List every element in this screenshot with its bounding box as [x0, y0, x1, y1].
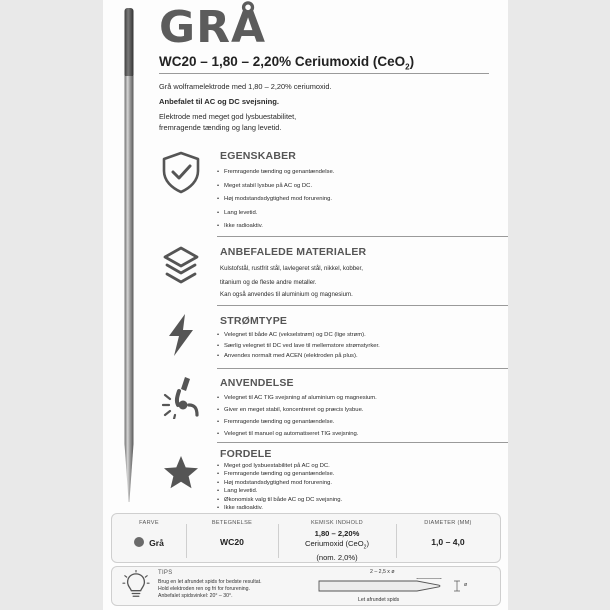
spec-diameter-cell — [396, 514, 500, 564]
list-item: • Lang levetid. — [217, 207, 334, 221]
spec-header: FARVE — [139, 520, 159, 526]
product-sheet — [103, 0, 508, 610]
list-item: • Lang levetid. — [217, 487, 342, 495]
materials-line: Kan også anvendes til aluminium og magnesium. — [220, 291, 353, 298]
spec-header: BETEGNELSE — [211, 520, 253, 526]
list-item: • Giver en meget stabil, koncentreret og præcis lysbue. — [217, 404, 377, 416]
list-item: • Høj modstandsdygtighed mod forurening. — [217, 193, 334, 207]
section-divider — [217, 368, 508, 369]
list-item: • Ikke radioaktiv. — [217, 220, 334, 234]
product-subtitle: WC20 – 1,80 – 2,20% Ceriumoxid (CeO$_2$) — [159, 54, 415, 72]
list-item: • Særlig velegnet til DC ved lave til mellemstore strømstyrker. — [217, 341, 380, 352]
properties-list — [217, 166, 334, 234]
list-item: • Velegnet til både AC (vekselstrøm) og DC (lige strøm). — [217, 330, 380, 341]
spec-color-cell — [112, 514, 186, 564]
tip-diameter-label: ø — [464, 582, 468, 588]
usage-list — [217, 392, 377, 440]
spec-chemistry-value: 1,80 – 2,20% Ceriumoxid (CeO$_2$) (nom. 2,0%) — [305, 529, 369, 562]
section-divider — [217, 305, 508, 306]
list-item: • Fremragende tænding og genantændelse. — [217, 416, 377, 428]
color-swatch — [134, 537, 144, 547]
title-divider — [159, 73, 489, 74]
materials-line: Kulstofstål, rustfrit stål, lavlegeret stål, nikkel, kobber, — [220, 265, 363, 272]
list-item: • Anvendes normalt med ACEN (elektroden på plus). — [217, 351, 380, 362]
list-item: • Økonomisk valg til både AC og DC svejsning. — [217, 496, 342, 504]
section-title-benefits: FORDELE — [220, 448, 272, 460]
list-item: • Fremragende tænding og genantændelse. — [217, 166, 334, 180]
tip-caption: Let afrundet spids — [358, 597, 400, 603]
list-item: • Meget god lysbuestabilitet på AC og DC. — [217, 462, 342, 470]
section-divider — [217, 236, 508, 237]
section-divider — [217, 442, 508, 443]
page-title: GRÅ — [159, 2, 267, 53]
section-title-current: STRØMTYPE — [220, 315, 288, 327]
list-item: • Velegnet til manuel og automatiseret TIG svejsning. — [217, 428, 377, 440]
list-item: • Meget stabil lysbue på AC og DC. — [217, 180, 334, 194]
tips-box — [111, 566, 501, 606]
current-list — [217, 330, 380, 362]
spec-designation-value: WC20 — [220, 537, 244, 547]
shield-check-icon — [159, 150, 203, 194]
tips-label: TIPS — [158, 570, 173, 576]
materials-line: titanium og de fleste andre metaller. — [220, 279, 317, 286]
spec-color-value: Grå — [112, 537, 186, 548]
intro-line: Grå wolframelektrode med 1,80 – 2,20% ceriumoxid. — [159, 82, 332, 91]
list-item: Anbefalet spidsvinkel: 20° – 30°. — [158, 593, 233, 599]
section-title-usage: ANVENDELSE — [220, 377, 294, 389]
lightning-icon — [159, 312, 203, 356]
list-item: • Ikke radioaktiv. — [217, 504, 342, 512]
welding-torch-icon — [159, 375, 203, 419]
list-item: • Velegnet til AC TIG svejsning af aluminium og magnesium. — [217, 392, 377, 404]
layers-icon — [159, 244, 203, 288]
electrode-tip-diagram — [317, 577, 467, 595]
spec-chemistry-cell — [278, 514, 396, 564]
lightbulb-icon — [122, 570, 150, 602]
spec-diameter-value: 1,0 – 4,0 — [431, 537, 465, 547]
spec-table — [111, 513, 501, 563]
spec-header: DIAMETER (MM) — [424, 520, 472, 526]
list-item: • Fremragende tænding og genantændelse. — [217, 470, 342, 478]
section-title-properties: EGENSKABER — [220, 150, 297, 162]
tip-length-dimension: 2 – 2,5 x ø — [370, 569, 395, 575]
section-title-materials: ANBEFALEDE MATERIALER — [220, 246, 367, 258]
spec-header: KEMISK INDHOLD — [310, 520, 364, 526]
list-item: • Høj modstandsdygtighed mod forurening. — [217, 479, 342, 487]
intro-recommendation: Anbefalet til AC og DC svejsning. — [159, 97, 279, 106]
benefits-list — [217, 462, 342, 512]
electrode-rod-illustration — [123, 8, 135, 504]
intro-line: Elektrode med meget god lysbuestabilitet, — [159, 112, 297, 121]
star-icon — [159, 450, 203, 494]
tips-list — [158, 579, 262, 600]
intro-line: fremragende tænding og lang levetid. — [159, 123, 282, 132]
spec-designation-cell — [186, 514, 278, 564]
list-item: Hold elektroden ren og fri for forurening. — [158, 586, 250, 592]
list-item: Brug en let afrundet spids for bedste resultat. — [158, 579, 262, 585]
